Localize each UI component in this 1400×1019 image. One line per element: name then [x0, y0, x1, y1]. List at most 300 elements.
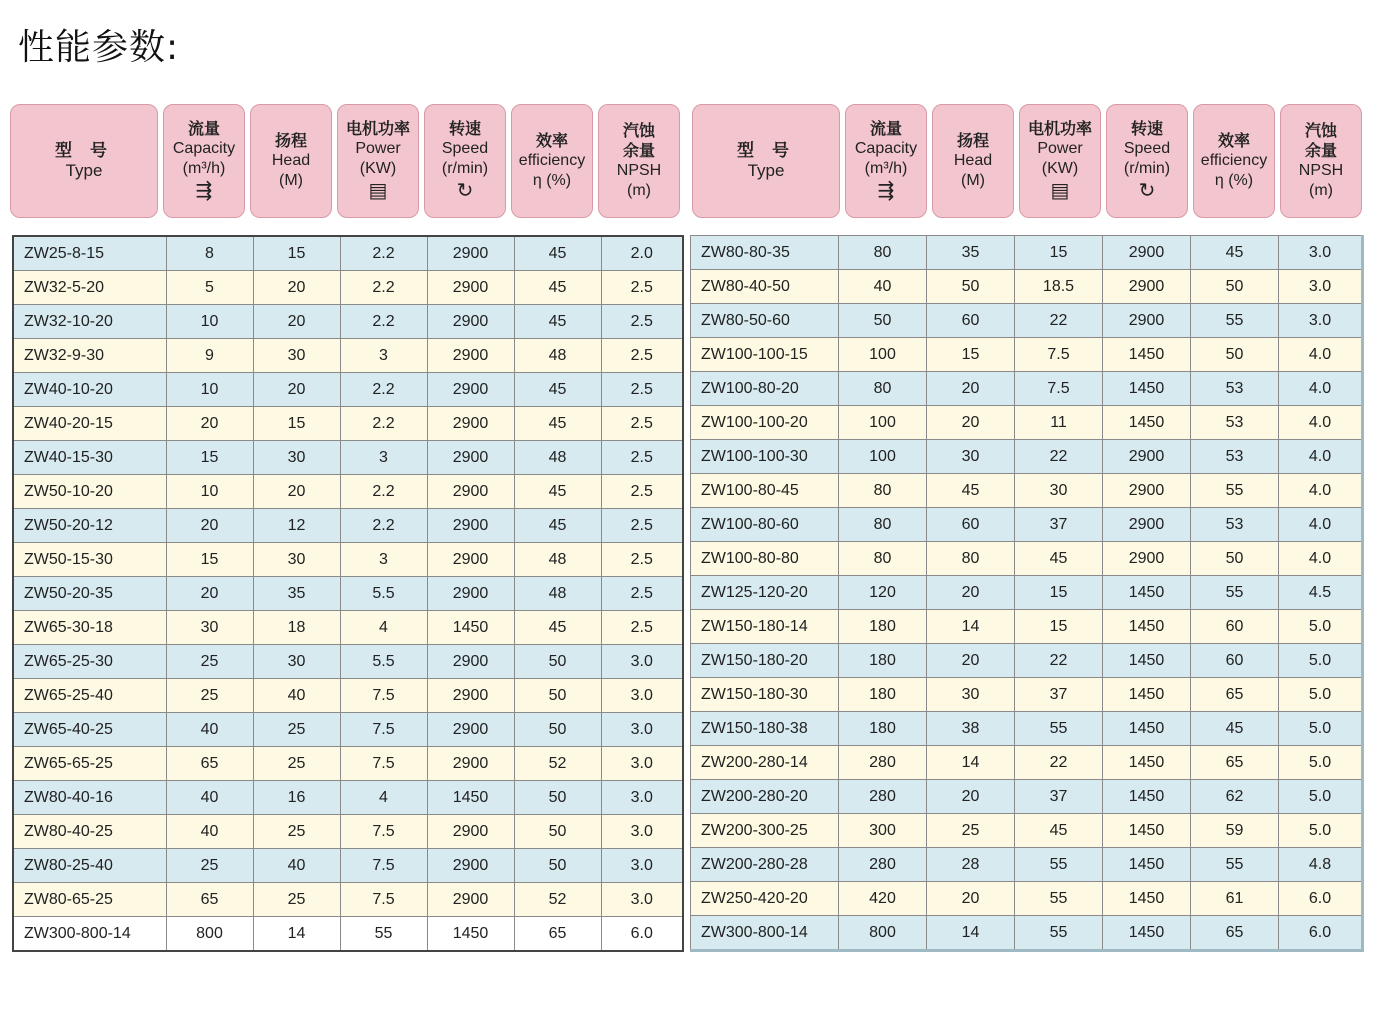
value-cell: 25: [166, 679, 253, 713]
value-cell: 2.5: [601, 509, 683, 543]
model-cell: ZW32-10-20: [13, 305, 166, 339]
value-cell: 35: [927, 236, 1015, 270]
header-speed-unit: (r/min): [441, 160, 489, 177]
header-head-en: Head: [271, 152, 311, 169]
value-cell: 1450: [1103, 576, 1191, 610]
value-cell: 4.0: [1279, 338, 1363, 372]
value-cell: 55: [1015, 712, 1103, 746]
value-cell: 1450: [1103, 610, 1191, 644]
value-cell: 62: [1191, 780, 1279, 814]
value-cell: 2.5: [601, 475, 683, 509]
table-row: [13, 849, 683, 883]
value-cell: 3.0: [1279, 304, 1363, 338]
model-cell: ZW200-300-25: [691, 814, 839, 848]
value-cell: 2900: [1103, 304, 1191, 338]
value-cell: 5.0: [1279, 780, 1363, 814]
value-cell: 22: [1015, 304, 1103, 338]
value-cell: 2900: [427, 407, 514, 441]
value-cell: 50: [514, 645, 601, 679]
table-row: [691, 406, 1363, 440]
value-cell: 3.0: [601, 747, 683, 781]
value-cell: 80: [839, 508, 927, 542]
model-cell: ZW200-280-28: [691, 848, 839, 882]
value-cell: 2900: [427, 849, 514, 883]
value-cell: 2.5: [601, 611, 683, 645]
value-cell: 61: [1191, 882, 1279, 916]
value-cell: 180: [839, 712, 927, 746]
value-cell: 40: [166, 781, 253, 815]
value-cell: 38: [927, 712, 1015, 746]
value-cell: 53: [1191, 508, 1279, 542]
rotation-icon: ↻: [456, 180, 474, 202]
value-cell: 15: [253, 236, 340, 271]
header-head-unit: (M): [279, 172, 303, 189]
value-cell: 50: [514, 815, 601, 849]
header-efficiency-unit: η (%): [532, 172, 572, 189]
flow-arrows-icon: ⇶: [877, 180, 895, 202]
header-npsh-unit: (m): [1309, 182, 1333, 199]
value-cell: 6.0: [1279, 916, 1363, 951]
value-cell: 1450: [1103, 746, 1191, 780]
header-capacity-en: Capacity: [854, 140, 918, 157]
value-cell: 2.5: [601, 543, 683, 577]
value-cell: 2.5: [601, 577, 683, 611]
value-cell: 120: [839, 576, 927, 610]
value-cell: 2900: [1103, 440, 1191, 474]
header-type-cn: 型 号: [55, 141, 113, 161]
value-cell: 53: [1191, 406, 1279, 440]
value-cell: 40: [166, 713, 253, 747]
table-row: [13, 679, 683, 713]
value-cell: 53: [1191, 372, 1279, 406]
value-cell: 2900: [1103, 270, 1191, 304]
value-cell: 25: [253, 883, 340, 917]
value-cell: 65: [1191, 746, 1279, 780]
value-cell: 2900: [427, 236, 514, 271]
value-cell: 37: [1015, 678, 1103, 712]
model-cell: ZW200-280-14: [691, 746, 839, 780]
value-cell: 9: [166, 339, 253, 373]
value-cell: 180: [839, 610, 927, 644]
value-cell: 1450: [1103, 780, 1191, 814]
table-row: [691, 780, 1363, 814]
value-cell: 3: [340, 543, 427, 577]
model-cell: ZW80-40-25: [13, 815, 166, 849]
model-cell: ZW50-10-20: [13, 475, 166, 509]
header-power: [337, 104, 419, 218]
value-cell: 100: [839, 338, 927, 372]
value-cell: 55: [1015, 848, 1103, 882]
value-cell: 1450: [427, 917, 514, 952]
value-cell: 37: [1015, 780, 1103, 814]
value-cell: 15: [1015, 610, 1103, 644]
value-cell: 3.0: [601, 713, 683, 747]
value-cell: 20: [166, 407, 253, 441]
value-cell: 2900: [427, 679, 514, 713]
value-cell: 40: [166, 815, 253, 849]
value-cell: 2900: [427, 577, 514, 611]
value-cell: 45: [514, 509, 601, 543]
value-cell: 65: [514, 917, 601, 952]
value-cell: 40: [253, 849, 340, 883]
model-cell: ZW32-5-20: [13, 271, 166, 305]
value-cell: 80: [839, 542, 927, 576]
value-cell: 4.8: [1279, 848, 1363, 882]
value-cell: 22: [1015, 644, 1103, 678]
model-cell: ZW100-80-80: [691, 542, 839, 576]
value-cell: 25: [927, 814, 1015, 848]
header-power-cn: 电机功率: [1027, 119, 1092, 138]
value-cell: 7.5: [340, 713, 427, 747]
header-speed-en: Speed: [1123, 140, 1171, 157]
header-capacity-unit: (m³/h): [182, 160, 226, 177]
value-cell: 6.0: [1279, 882, 1363, 916]
header-npsh-cn: 余量: [622, 141, 655, 160]
value-cell: 50: [514, 849, 601, 883]
header-npsh-en: NPSH: [1298, 162, 1344, 179]
value-cell: 6.0: [601, 917, 683, 952]
table-row: [691, 678, 1363, 712]
header-speed-en: Speed: [441, 140, 489, 157]
value-cell: 2900: [427, 305, 514, 339]
model-cell: ZW300-800-14: [13, 917, 166, 952]
model-cell: ZW25-8-15: [13, 236, 166, 271]
model-cell: ZW65-40-25: [13, 713, 166, 747]
value-cell: 4: [340, 781, 427, 815]
value-cell: 7.5: [340, 815, 427, 849]
value-cell: 14: [253, 917, 340, 952]
value-cell: 60: [927, 304, 1015, 338]
table-row: [691, 916, 1363, 951]
value-cell: 2.5: [601, 271, 683, 305]
value-cell: 20: [927, 882, 1015, 916]
value-cell: 5: [166, 271, 253, 305]
header-capacity-cn: 流量: [187, 119, 220, 138]
value-cell: 52: [514, 883, 601, 917]
value-cell: 80: [927, 542, 1015, 576]
value-cell: 1450: [427, 611, 514, 645]
value-cell: 20: [927, 372, 1015, 406]
value-cell: 15: [253, 407, 340, 441]
model-cell: ZW65-25-30: [13, 645, 166, 679]
header-head: [932, 104, 1014, 218]
table-row: [13, 305, 683, 339]
table-row: [13, 407, 683, 441]
value-cell: 50: [1191, 542, 1279, 576]
value-cell: 45: [514, 407, 601, 441]
value-cell: 4.0: [1279, 474, 1363, 508]
header-speed: [1106, 104, 1188, 218]
table-row: [13, 236, 683, 271]
value-cell: 5.0: [1279, 644, 1363, 678]
value-cell: 55: [340, 917, 427, 952]
value-cell: 100: [839, 440, 927, 474]
value-cell: 3.0: [1279, 236, 1363, 270]
model-cell: ZW40-10-20: [13, 373, 166, 407]
header-capacity: [845, 104, 927, 218]
value-cell: 5.5: [340, 645, 427, 679]
value-cell: 10: [166, 373, 253, 407]
table-row: [691, 814, 1363, 848]
value-cell: 45: [1015, 542, 1103, 576]
value-cell: 14: [927, 916, 1015, 951]
value-cell: 3: [340, 441, 427, 475]
table-row: [691, 440, 1363, 474]
flow-arrows-icon: ⇶: [195, 180, 213, 202]
table-row: [691, 746, 1363, 780]
value-cell: 53: [1191, 440, 1279, 474]
value-cell: 2900: [427, 645, 514, 679]
value-cell: 1450: [1103, 338, 1191, 372]
value-cell: 4.0: [1279, 508, 1363, 542]
value-cell: 8: [166, 236, 253, 271]
value-cell: 28: [927, 848, 1015, 882]
table-row: [13, 373, 683, 407]
page-title: 性能参数:: [18, 27, 180, 68]
value-cell: 2.2: [340, 373, 427, 407]
value-cell: 100: [839, 406, 927, 440]
header-power: [1019, 104, 1101, 218]
table-row: [13, 543, 683, 577]
value-cell: 30: [927, 440, 1015, 474]
header-speed-cn: 转速: [448, 119, 481, 138]
model-cell: ZW65-65-25: [13, 747, 166, 781]
model-cell: ZW150-180-20: [691, 644, 839, 678]
value-cell: 3: [340, 339, 427, 373]
value-cell: 25: [166, 849, 253, 883]
value-cell: 280: [839, 780, 927, 814]
header-type-en: Type: [65, 161, 103, 180]
value-cell: 2.2: [340, 236, 427, 271]
table-row: [691, 542, 1363, 576]
value-cell: 2.0: [601, 236, 683, 271]
model-cell: ZW32-9-30: [13, 339, 166, 373]
header-head-unit: (M): [961, 172, 985, 189]
header-speed: [424, 104, 506, 218]
value-cell: 15: [1015, 236, 1103, 270]
value-cell: 2900: [427, 543, 514, 577]
value-cell: 2900: [427, 373, 514, 407]
model-cell: ZW80-40-50: [691, 270, 839, 304]
value-cell: 50: [839, 304, 927, 338]
table-row: [691, 236, 1363, 270]
value-cell: 48: [514, 577, 601, 611]
model-cell: ZW50-15-30: [13, 543, 166, 577]
header-efficiency: [511, 104, 593, 218]
model-cell: ZW80-25-40: [13, 849, 166, 883]
value-cell: 2900: [427, 475, 514, 509]
value-cell: 12: [253, 509, 340, 543]
value-cell: 2900: [1103, 474, 1191, 508]
value-cell: 45: [514, 271, 601, 305]
header-efficiency-en: efficiency: [1200, 152, 1268, 169]
value-cell: 3.0: [601, 645, 683, 679]
table-row: [13, 713, 683, 747]
value-cell: 48: [514, 339, 601, 373]
value-cell: 48: [514, 441, 601, 475]
model-cell: ZW100-100-15: [691, 338, 839, 372]
header-power-unit: (KW): [359, 160, 397, 177]
value-cell: 10: [166, 305, 253, 339]
header-capacity-unit: (m³/h): [864, 160, 908, 177]
header-power-en: Power: [1037, 140, 1083, 157]
value-cell: 45: [514, 305, 601, 339]
value-cell: 4.0: [1279, 372, 1363, 406]
header-head-cn: 扬程: [274, 131, 307, 150]
value-cell: 50: [927, 270, 1015, 304]
value-cell: 1450: [1103, 712, 1191, 746]
header-power-unit: (KW): [1041, 160, 1079, 177]
table-row: [691, 372, 1363, 406]
value-cell: 2900: [427, 747, 514, 781]
table-row: [691, 270, 1363, 304]
model-cell: ZW50-20-12: [13, 509, 166, 543]
value-cell: 300: [839, 814, 927, 848]
value-cell: 50: [1191, 338, 1279, 372]
header-efficiency-cn: 效率: [1217, 131, 1250, 150]
table-row: [691, 610, 1363, 644]
header-speed-cn: 转速: [1130, 119, 1163, 138]
value-cell: 4.0: [1279, 406, 1363, 440]
model-cell: ZW80-80-35: [691, 236, 839, 270]
value-cell: 15: [927, 338, 1015, 372]
value-cell: 80: [839, 236, 927, 270]
value-cell: 420: [839, 882, 927, 916]
table-row: [691, 474, 1363, 508]
value-cell: 7.5: [1015, 372, 1103, 406]
header-head: [250, 104, 332, 218]
value-cell: 280: [839, 848, 927, 882]
value-cell: 35: [253, 577, 340, 611]
model-cell: ZW300-800-14: [691, 916, 839, 951]
value-cell: 20: [166, 509, 253, 543]
header-head-en: Head: [953, 152, 993, 169]
table-row: [691, 508, 1363, 542]
value-cell: 30: [253, 339, 340, 373]
model-cell: ZW65-30-18: [13, 611, 166, 645]
value-cell: 22: [1015, 440, 1103, 474]
value-cell: 1450: [1103, 882, 1191, 916]
value-cell: 180: [839, 678, 927, 712]
model-cell: ZW80-65-25: [13, 883, 166, 917]
value-cell: 65: [1191, 678, 1279, 712]
value-cell: 5.0: [1279, 814, 1363, 848]
value-cell: 2900: [427, 441, 514, 475]
value-cell: 3.0: [1279, 270, 1363, 304]
table-row: [13, 271, 683, 305]
header-efficiency-unit: η (%): [1214, 172, 1254, 189]
value-cell: 18.5: [1015, 270, 1103, 304]
value-cell: 3.0: [601, 849, 683, 883]
value-cell: 30: [166, 611, 253, 645]
value-cell: 20: [927, 576, 1015, 610]
value-cell: 45: [927, 474, 1015, 508]
value-cell: 22: [1015, 746, 1103, 780]
table-row: [13, 815, 683, 849]
value-cell: 2.5: [601, 339, 683, 373]
value-cell: 30: [253, 645, 340, 679]
value-cell: 20: [927, 644, 1015, 678]
value-cell: 5.0: [1279, 746, 1363, 780]
header-capacity-en: Capacity: [172, 140, 236, 157]
table-row: [13, 611, 683, 645]
value-cell: 55: [1015, 882, 1103, 916]
value-cell: 37: [1015, 508, 1103, 542]
header-npsh-cn: 余量: [1304, 141, 1337, 160]
model-cell: ZW40-15-30: [13, 441, 166, 475]
value-cell: 20: [253, 271, 340, 305]
value-cell: 2.2: [340, 305, 427, 339]
table-row: [13, 339, 683, 373]
value-cell: 180: [839, 644, 927, 678]
header-type: [692, 104, 840, 218]
value-cell: 15: [1015, 576, 1103, 610]
value-cell: 2900: [1103, 542, 1191, 576]
model-cell: ZW40-20-15: [13, 407, 166, 441]
value-cell: 16: [253, 781, 340, 815]
header-power-en: Power: [355, 140, 401, 157]
value-cell: 1450: [1103, 814, 1191, 848]
value-cell: 4.5: [1279, 576, 1363, 610]
value-cell: 14: [927, 746, 1015, 780]
value-cell: 4.0: [1279, 440, 1363, 474]
value-cell: 45: [514, 611, 601, 645]
model-cell: ZW100-80-20: [691, 372, 839, 406]
value-cell: 15: [166, 543, 253, 577]
value-cell: 60: [1191, 610, 1279, 644]
value-cell: 45: [1191, 236, 1279, 270]
table-row: [13, 747, 683, 781]
value-cell: 2.5: [601, 305, 683, 339]
value-cell: 60: [927, 508, 1015, 542]
header-npsh: [1280, 104, 1362, 218]
value-cell: 5.5: [340, 577, 427, 611]
header-npsh-unit: (m): [627, 182, 651, 199]
table-row: [691, 848, 1363, 882]
header-npsh-en: NPSH: [616, 162, 662, 179]
motor-icon: ▤: [1050, 180, 1070, 202]
model-cell: ZW125-120-20: [691, 576, 839, 610]
value-cell: 20: [253, 475, 340, 509]
value-cell: 50: [514, 781, 601, 815]
value-cell: 2.2: [340, 407, 427, 441]
table-row: [13, 509, 683, 543]
header-npsh-cn: 汽蚀: [622, 121, 655, 140]
model-cell: ZW150-180-30: [691, 678, 839, 712]
model-cell: ZW100-80-60: [691, 508, 839, 542]
header-efficiency-en: efficiency: [518, 152, 586, 169]
value-cell: 2900: [427, 509, 514, 543]
rotation-icon: ↻: [1138, 180, 1156, 202]
value-cell: 20: [253, 305, 340, 339]
value-cell: 1450: [427, 781, 514, 815]
value-cell: 59: [1191, 814, 1279, 848]
header-type: [10, 104, 158, 218]
performance-table-right: [690, 235, 1364, 952]
value-cell: 7.5: [340, 849, 427, 883]
model-cell: ZW150-180-14: [691, 610, 839, 644]
value-cell: 2900: [1103, 508, 1191, 542]
value-cell: 800: [166, 917, 253, 952]
value-cell: 65: [166, 883, 253, 917]
value-cell: 45: [1191, 712, 1279, 746]
value-cell: 4: [340, 611, 427, 645]
value-cell: 20: [927, 406, 1015, 440]
value-cell: 45: [514, 236, 601, 271]
header-efficiency-cn: 效率: [535, 131, 568, 150]
value-cell: 3.0: [601, 679, 683, 713]
value-cell: 7.5: [340, 883, 427, 917]
